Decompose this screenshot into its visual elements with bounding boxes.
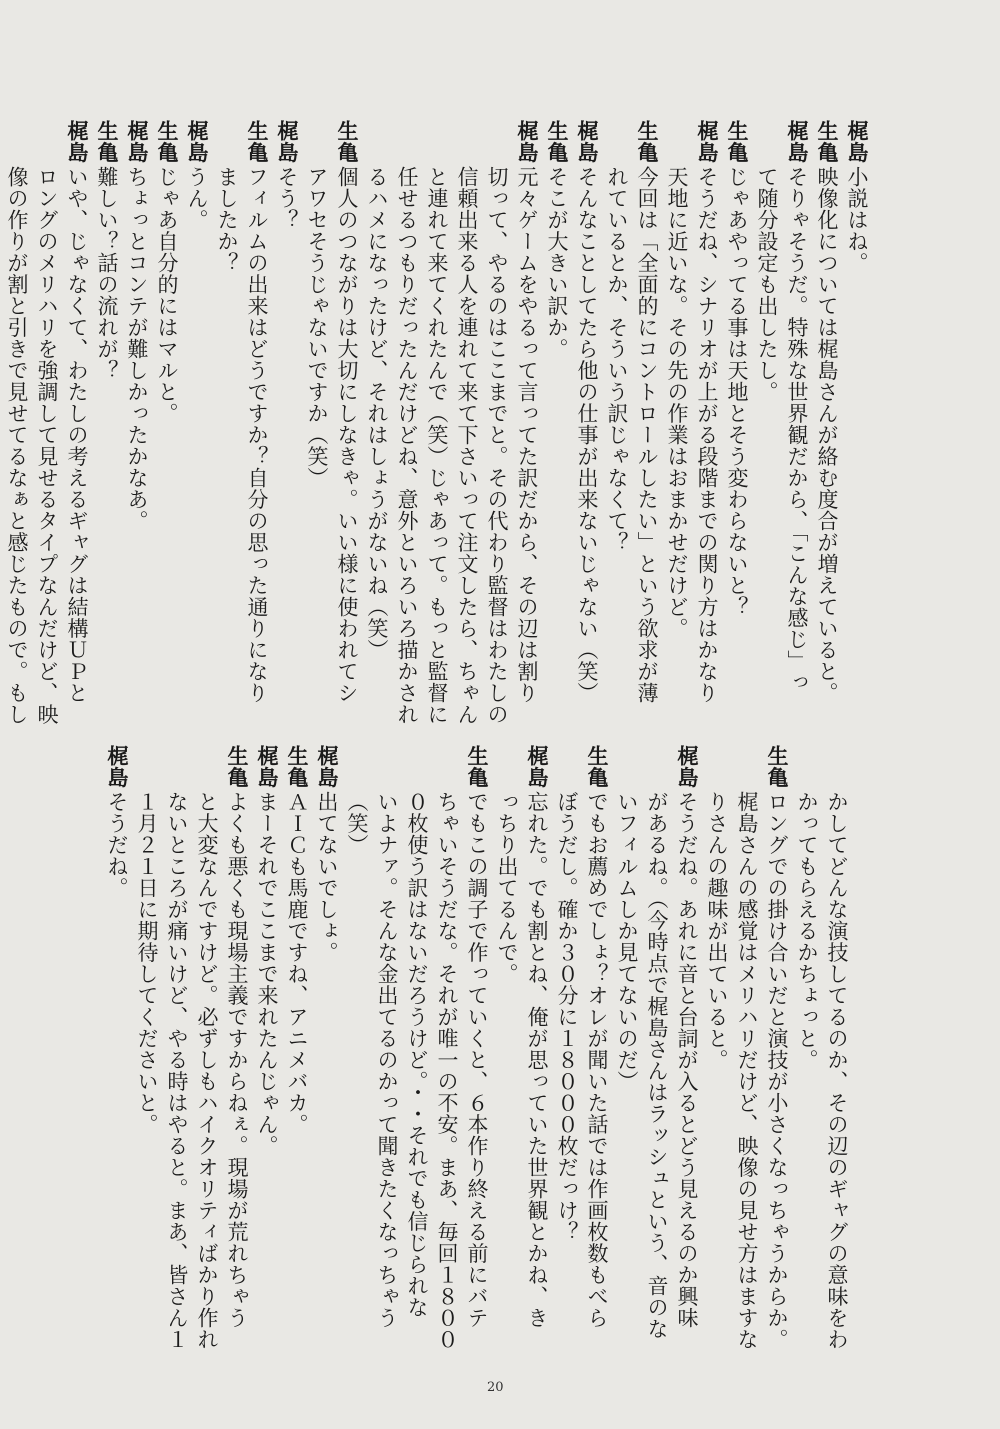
speaker-label: 生亀: [635, 120, 660, 163]
text-line: [372, 745, 402, 1350]
line-text: ロングのメリハリを強調して見せるタイプなんだけど、映: [35, 166, 59, 725]
speaker-label: 梶島: [255, 745, 280, 788]
line-text: 切って、やるのはここまでと。その代わり監督はわたしの: [485, 166, 509, 725]
text-line: [702, 745, 732, 1350]
line-text: があるね。（今時点で梶島さんはラッシュという、音のな: [645, 791, 669, 1340]
text-line: [422, 120, 452, 725]
line-text: アワセそうじゃないですか（笑）: [305, 166, 329, 489]
line-text: 難しい？話の流れが？: [95, 166, 119, 381]
line-text: かってもらえるかちょっと。: [795, 791, 819, 1071]
line-text: そんなことしてたら他の仕事が出来ないじゃない（笑）: [575, 166, 599, 704]
line-text: 任せるつもりだったんだけどね、意外といろいろ描かされ: [395, 166, 419, 725]
speaker-indent: [302, 120, 332, 166]
line-text: じゃあやってる事は天地とそう変わらないと？: [725, 166, 749, 618]
speaker-indent: [702, 745, 732, 791]
line-text: フィルムの出来はどうですか？自分の思った通りになり: [245, 166, 269, 704]
line-text: ないところが痛いけど、やる時はやると。まあ、皆さん１: [165, 791, 189, 1350]
text-line: [672, 745, 702, 1350]
text-line: [632, 120, 662, 725]
speaker-label: 梶島: [315, 745, 340, 788]
line-text: 小説はね。: [845, 166, 869, 274]
line-text: 出てないでしょ。: [315, 791, 339, 963]
line-text: いや、じゃなくて、わたしの考えるギャグは結構ＵＰと: [65, 166, 89, 704]
speaker-indent: [392, 120, 422, 166]
text-line: [332, 120, 362, 725]
speaker-label: 生亀: [765, 745, 790, 788]
speaker-indent: [422, 120, 452, 166]
text-line: [642, 745, 672, 1350]
line-text: いフィルムしか見てないのだ）: [615, 791, 639, 1092]
text-line: [182, 120, 212, 725]
text-line: [792, 745, 822, 1350]
text-line: [342, 745, 372, 1350]
text-line: [722, 120, 752, 725]
line-text: ちょっとコンテが難しかったかなあ。: [125, 166, 149, 532]
text-line: [662, 120, 692, 725]
speaker-indent: [432, 745, 462, 791]
text-line: [102, 745, 132, 1350]
speaker-indent: [2, 120, 32, 166]
text-line: [62, 120, 92, 725]
speaker-indent: [32, 120, 62, 166]
speaker-label: 梶島: [845, 120, 870, 163]
text-line: [302, 120, 332, 725]
line-text: ロングでの掛け合いだと演技が小さくなっちゃうからか。: [765, 791, 789, 1350]
speaker-label: 梶島: [105, 745, 130, 788]
line-text: そうだね。あれに音と台詞が入るとどう見えるのか興味: [675, 791, 699, 1329]
speaker-label: 生亀: [155, 120, 180, 163]
speaker-indent: [752, 120, 782, 166]
speaker-label: 生亀: [815, 120, 840, 163]
line-text: て随分設定も出したし。: [755, 166, 779, 403]
line-text: りさんの趣味が出ていると。: [705, 791, 729, 1071]
speaker-label: 生亀: [225, 745, 250, 788]
text-line: [192, 745, 222, 1350]
text-line: [762, 745, 792, 1350]
text-line: [242, 120, 272, 725]
speaker-label: 生亀: [465, 745, 490, 788]
speaker-label: 梶島: [185, 120, 210, 163]
text-line: [692, 120, 722, 725]
text-line: [822, 745, 852, 1350]
page-number: 20: [487, 1380, 504, 1395]
line-text: （笑）: [345, 791, 369, 856]
line-text: ０枚使う訳はないだろうけど。・・それでも信じられな: [405, 791, 429, 1318]
speaker-label: 梶島: [125, 120, 150, 163]
text-line: [2, 120, 32, 725]
speaker-indent: [192, 745, 222, 791]
text-line: [582, 745, 612, 1350]
text-line: [492, 745, 522, 1350]
line-text: でもこの調子で作っていくと、６本作り終える前にバテ: [465, 791, 489, 1329]
line-text: 梶島さんの感覚はメリハリだけど、映像の見せ方はますな: [735, 791, 759, 1350]
line-text: ましたか？: [215, 166, 239, 274]
text-line: [752, 120, 782, 725]
text-line: [392, 120, 422, 725]
text-line: [212, 120, 242, 725]
line-text: 忘れた。でも割とね、俺が思っていた世界観とかね、き: [525, 791, 549, 1329]
line-text: そうだね、シナリオが上がる段階までの関り方はかなり: [695, 166, 719, 704]
text-line: [272, 120, 302, 725]
text-line: [812, 120, 842, 725]
text-line: [132, 745, 162, 1350]
line-text: るハメになったけど、それはしょうがないね（笑）: [365, 166, 389, 661]
text-line: [512, 120, 542, 725]
speaker-label: 梶島: [65, 120, 90, 163]
speaker-label: 生亀: [335, 120, 360, 163]
speaker-indent: [362, 120, 392, 166]
speaker-indent: [162, 745, 192, 791]
speaker-label: 梶島: [515, 120, 540, 163]
line-text: でもお薦めでしょ？オレが聞いた話では作画枚数もべら: [585, 791, 609, 1329]
speaker-indent: [492, 745, 522, 791]
speaker-indent: [642, 745, 672, 791]
text-line: [462, 745, 492, 1350]
text-line: [92, 120, 122, 725]
text-line: [732, 745, 762, 1350]
line-text: うん。: [185, 166, 209, 231]
line-text: よくも悪くも現場主義ですからねぇ。現場が荒れちゃう: [225, 791, 249, 1329]
text-line: [402, 745, 432, 1350]
line-text: １月２１日に期待してくださいと。: [135, 791, 159, 1135]
line-text: じゃあ自分的にはマルと。: [155, 166, 179, 424]
line-text: れているとか、そういう訳じゃなくて？: [605, 166, 629, 553]
line-text: と大変なんですけど。必ずしもハイクオリティばかり作れ: [195, 791, 219, 1350]
line-text: っちり出てるんで。: [495, 791, 519, 985]
text-line: [362, 120, 392, 725]
text-line: [782, 120, 812, 725]
speaker-indent: [212, 120, 242, 166]
text-line: [122, 120, 152, 725]
text-line: [542, 120, 572, 725]
speaker-label: 梶島: [675, 745, 700, 788]
speaker-indent: [342, 745, 372, 791]
line-text: まーそれでここまで来れたんじゃん。: [255, 791, 279, 1157]
text-line: [432, 745, 462, 1350]
line-text: 像の作りが割と引きで見せてるなぁと感じたもので。もし: [5, 166, 29, 725]
line-text: そう？: [275, 166, 299, 231]
speaker-indent: [482, 120, 512, 166]
line-text: そこが大きい訳か。: [545, 166, 569, 360]
speaker-indent: [132, 745, 162, 791]
speaker-label: 梶島: [695, 120, 720, 163]
text-line: [602, 120, 632, 725]
speaker-label: 生亀: [95, 120, 120, 163]
speaker-indent: [822, 745, 852, 791]
speaker-indent: [402, 745, 432, 791]
line-text: 元々ゲームをやるって言ってた訳だから、その辺は割り: [515, 166, 539, 704]
speaker-label: 生亀: [585, 745, 610, 788]
line-text: 信頼出来る人を連れて来て下さいって注文したら、ちゃん: [455, 166, 479, 725]
text-line: [572, 120, 602, 725]
text-line: [282, 745, 312, 1350]
line-text: 映像化については梶島さんが絡む度合が増えていると。: [815, 166, 839, 704]
speaker-indent: [552, 745, 582, 791]
line-text: 個人のつながりは大切にしなきゃ。いい様に使われてシ: [335, 166, 359, 704]
speaker-label: 生亀: [725, 120, 750, 163]
speaker-indent: [662, 120, 692, 166]
text-line: [452, 120, 482, 725]
line-text: 今回は「全面的にコントロールしたい」という欲求が薄: [635, 166, 659, 704]
line-text: ちゃいそうだな。それが唯一の不安。まあ、毎回１８００: [435, 791, 459, 1350]
speaker-indent: [452, 120, 482, 166]
text-line: [252, 745, 282, 1350]
line-text: かしてどんな演技してるのか、その辺のギャグの意味をわ: [825, 791, 849, 1350]
text-line: [842, 120, 872, 725]
speaker-label: 梶島: [275, 120, 300, 163]
lower-text-block: [102, 745, 852, 1350]
speaker-label: 梶島: [575, 120, 600, 163]
speaker-label: 生亀: [245, 120, 270, 163]
text-line: [552, 745, 582, 1350]
speaker-label: 梶島: [785, 120, 810, 163]
speaker-indent: [792, 745, 822, 791]
line-text: そりゃそうだ。特殊な世界観だから、「こんな感じ」っ: [785, 166, 809, 693]
speaker-label: 梶島: [525, 745, 550, 788]
line-text: ＡＩＣも馬鹿ですね、アニメバカ。: [285, 791, 309, 1135]
speaker-indent: [372, 745, 402, 791]
speaker-label: 生亀: [545, 120, 570, 163]
speaker-indent: [612, 745, 642, 791]
speaker-indent: [602, 120, 632, 166]
text-line: [152, 120, 182, 725]
text-line: [522, 745, 552, 1350]
upper-text-block: [2, 120, 872, 725]
text-line: [482, 120, 512, 725]
speaker-label: 生亀: [285, 745, 310, 788]
line-text: と連れて来てくれたんで（笑）じゃあって。もっと監督に: [425, 166, 449, 725]
text-line: [312, 745, 342, 1350]
text-line: [612, 745, 642, 1350]
text-line: [32, 120, 62, 725]
text-line: [162, 745, 192, 1350]
text-line: [222, 745, 252, 1350]
line-text: ぼうだし。確か３０分に１８０００枚だっけ？: [555, 791, 579, 1243]
speaker-indent: [732, 745, 762, 791]
line-text: 天地に近いな。その先の作業はおまかせだけど。: [665, 166, 689, 639]
line-text: いよナァ。そんな金出てるのかって聞きたくなっちゃう: [375, 791, 399, 1329]
line-text: そうだね。: [105, 791, 129, 899]
